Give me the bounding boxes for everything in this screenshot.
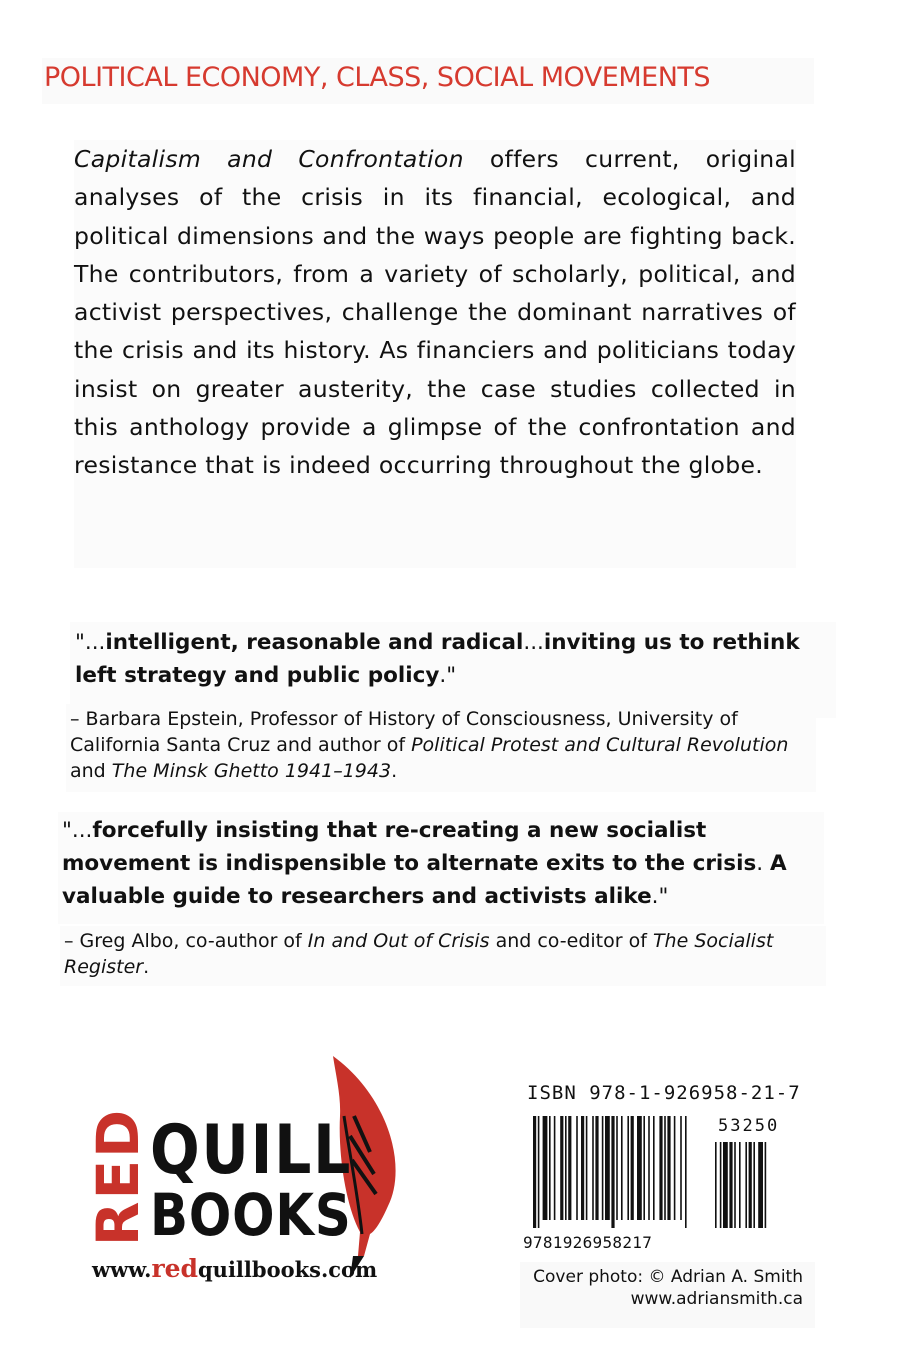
barcode-bar	[758, 1142, 763, 1228]
barcode-bar	[627, 1116, 629, 1220]
barcode-bar	[659, 1116, 662, 1220]
quote-text: forcefully insisting that re-creating a new socialist movement is indispensible to alternate exits to the crisis	[62, 818, 757, 876]
logo-word-books: BOOKS	[150, 1181, 352, 1249]
book-title: Capitalism and Confrontation	[74, 145, 464, 173]
attribution-text: .	[391, 760, 398, 782]
barcode-bar	[576, 1116, 578, 1220]
barcode-bar	[554, 1116, 556, 1220]
quote-open: "...	[75, 630, 106, 655]
barcode-bar	[586, 1116, 588, 1220]
url-suffix: quillbooks.com	[198, 1257, 378, 1282]
barcode-bar	[749, 1142, 752, 1228]
barcode-bar	[565, 1116, 567, 1220]
barcode-bar	[729, 1142, 732, 1228]
barcode-bar	[605, 1116, 610, 1220]
quote-text: intelligent, reasonable and radical	[105, 630, 524, 655]
barcode-bar	[631, 1116, 634, 1220]
url-red: red	[151, 1254, 198, 1283]
quote-open: "...	[62, 818, 93, 843]
attribution-text: .	[143, 956, 150, 978]
barcode-bar	[560, 1116, 563, 1220]
barcode-bar	[765, 1142, 767, 1228]
cited-book: Political Protest and Cultural Revolution	[411, 734, 789, 756]
cited-book: In and Out of Crisis	[307, 930, 490, 952]
quote-separator: .	[756, 851, 770, 876]
barcode-bar	[734, 1142, 736, 1228]
barcode-bar	[616, 1116, 618, 1220]
review-attribution-2	[60, 926, 826, 986]
barcode-bar	[648, 1116, 650, 1220]
barcode-bar	[664, 1116, 666, 1220]
barcode-bar	[739, 1142, 741, 1228]
publisher-url	[92, 1254, 377, 1283]
quote-text: inviting us to rethink left strategy and public policy	[75, 630, 800, 688]
barcode-bar	[533, 1116, 536, 1228]
barcode-bar	[723, 1142, 728, 1228]
credit-line: Cover photo: © Adrian A. Smith	[533, 1267, 803, 1287]
attribution-text: and co-editor of	[489, 930, 653, 952]
credit-url: www.adriansmith.ca	[630, 1289, 803, 1309]
barcode-bar	[745, 1142, 747, 1228]
barcode-bar	[568, 1116, 571, 1220]
logo-word-quill: QUILL	[150, 1111, 353, 1190]
quote-text: A valuable guide to researchers and activists alike	[62, 851, 787, 909]
barcode-bar	[667, 1116, 670, 1220]
url-prefix: www.	[92, 1257, 152, 1282]
cited-book: The Minsk Ghetto 1941–1943	[111, 760, 392, 782]
ean-digits: 9781926958217	[523, 1233, 653, 1252]
book-description	[74, 140, 796, 568]
description-text: offers current, original analyses of the crisis in its financial, ecological, and political dimensions and the ways people are fighting back. The contributors, from a variety of scholarly, political, and activist perspectives, challenge the dominant narratives of the crisis and its history. As financiers and politicians today insist on greater austerity, the case studies collected in this anthology provide a glimpse of the confrontation and resistance that is indeed occurring throughout the globe.	[74, 145, 796, 480]
barcode-bar	[621, 1116, 623, 1220]
barcode-bar	[753, 1142, 755, 1228]
barcode-bar	[538, 1116, 540, 1228]
barcode-bar	[549, 1116, 551, 1220]
barcode-bar	[720, 1142, 722, 1228]
logo-word-red: RED	[84, 1107, 152, 1247]
barcode-bar	[595, 1116, 598, 1220]
attribution-text: – Barbara Epstein, Professor of History of Consciousness, University of California Santa Cruz and author of	[70, 708, 738, 756]
attribution-text: and	[70, 760, 112, 782]
review-attribution-1	[66, 704, 816, 792]
quote-close: ."	[651, 884, 669, 909]
barcode-bar	[715, 1142, 717, 1228]
cited-book: The Socialist Register	[64, 930, 774, 978]
publisher-logo	[84, 1056, 408, 1286]
barcode-bar	[543, 1116, 548, 1220]
barcode-bar	[653, 1116, 655, 1220]
quote-ellipsis: ...	[523, 630, 544, 655]
category-heading: POLITICAL ECONOMY, CLASS, SOCIAL MOVEMENTS	[42, 58, 814, 104]
barcode-bar	[674, 1116, 676, 1220]
quote-close: ."	[439, 663, 457, 688]
cover-photo-credit	[520, 1262, 815, 1328]
barcode-bar	[643, 1116, 645, 1220]
barcode-bar	[592, 1116, 594, 1220]
barcode-bar	[680, 1116, 682, 1220]
price-code: 53250	[718, 1116, 780, 1136]
barcode-bar	[602, 1116, 604, 1220]
attribution-text: – Greg Albo, co-author of	[64, 930, 308, 952]
barcode-bar	[581, 1116, 584, 1220]
barcode-bar	[611, 1116, 614, 1228]
review-quote-2	[58, 812, 824, 924]
isbn-label: ISBN 978-1-926958-21-7	[527, 1082, 801, 1104]
barcode-bar	[685, 1116, 687, 1228]
barcode-bar	[637, 1116, 642, 1220]
